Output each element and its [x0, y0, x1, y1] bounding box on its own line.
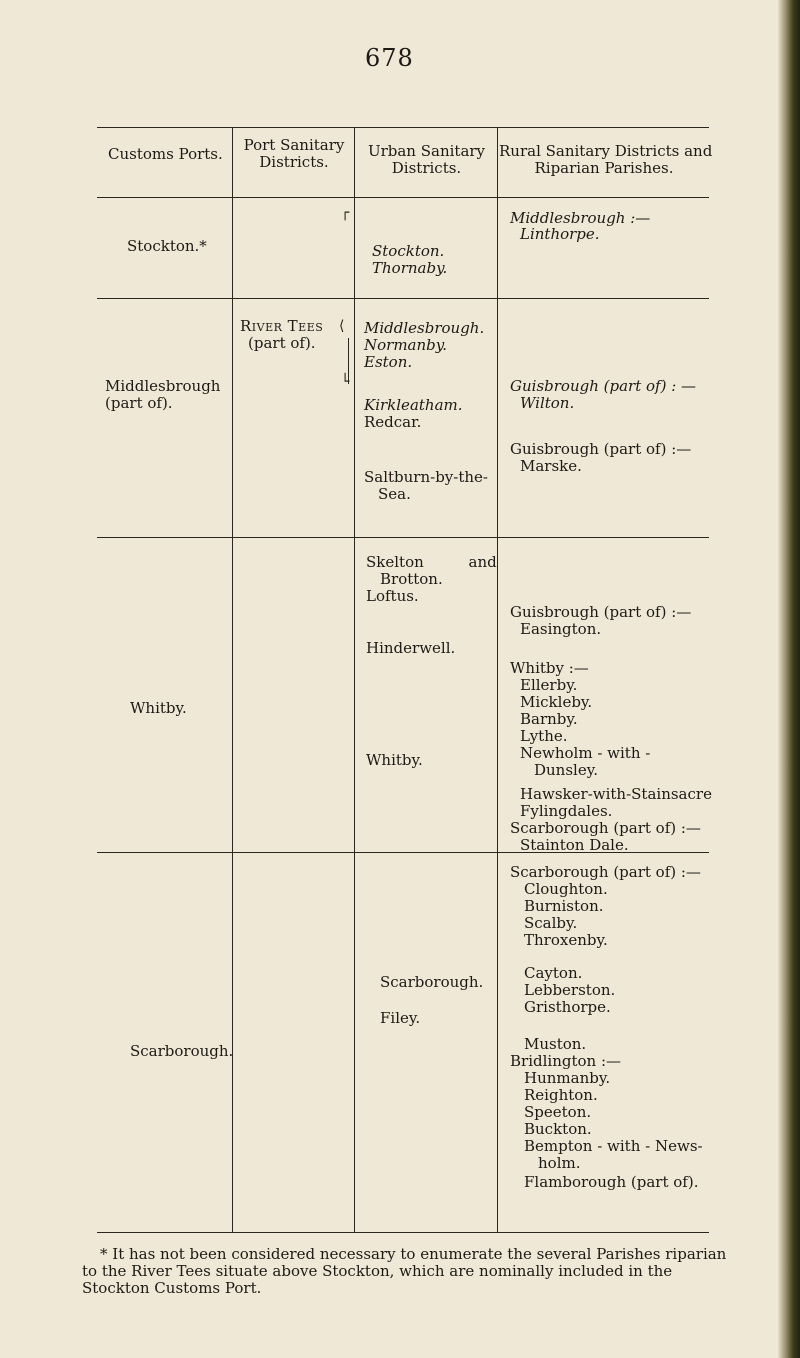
urban-hinderwell: Hinderwell. — [366, 639, 456, 657]
rural-linthorpe: Linthorpe. — [520, 225, 600, 243]
urban-saltburn-line1: Saltburn-by-the- — [364, 468, 488, 486]
rural-fylingdales: Fylingdales. — [520, 802, 613, 820]
urban-thornaby: Thornaby. — [372, 259, 448, 277]
footnote-line-3: Stockton Customs Port. — [82, 1279, 262, 1297]
port-middlesbrough-line1: Middlesbrough — [105, 377, 221, 395]
urban-normanby: Normanby. — [364, 336, 448, 354]
rural-hunmanby: Hunmanby. — [524, 1069, 611, 1087]
port-middlesbrough-line2: (part of). — [105, 394, 173, 412]
column-rule-3 — [497, 127, 498, 1232]
footnote-line-1: * It has not been considered necessary to enumerate the several Parishes riparian — [100, 1245, 727, 1263]
rural-lythe: Lythe. — [520, 727, 568, 745]
row-rule-stockton — [97, 298, 709, 299]
table-top-rule — [97, 127, 709, 128]
row-rule-middlesbrough — [97, 537, 709, 538]
header-port-sanitary-line1: Port Sanitary — [243, 136, 345, 154]
rural-newsholm: holm. — [538, 1154, 581, 1172]
urban-whitby: Whitby. — [366, 751, 423, 769]
header-customs-ports: Customs Ports. — [108, 145, 223, 163]
rural-reighton: Reighton. — [524, 1086, 598, 1104]
header-bottom-rule — [97, 197, 709, 198]
urban-kirkleatham: Kirkleatham. — [364, 396, 463, 414]
urban-loftus: Loftus. — [366, 587, 419, 605]
rural-scarborough-1: Scarborough (part of) :— — [510, 819, 701, 837]
urban-brotton: Brotton. — [380, 570, 443, 588]
rural-mickleby: Mickleby. — [520, 693, 593, 711]
port-stockton: Stockton.* — [127, 237, 207, 255]
footnote — [82, 1246, 742, 1297]
rural-barnby: Barnby. — [520, 710, 578, 728]
port-scarborough: Scarborough. — [130, 1042, 234, 1060]
header-urban-sanitary-line1: Urban Sanitary — [367, 142, 486, 160]
rural-lebberston: Lebberston. — [524, 981, 616, 999]
rural-ellerby: Ellerby. — [520, 676, 578, 694]
header-urban-sanitary-line2: Districts. — [391, 159, 462, 177]
rural-buckton: Buckton. — [524, 1120, 592, 1138]
rural-cayton: Cayton. — [524, 964, 583, 982]
rural-wilton: Wilton. — [520, 394, 575, 412]
table-bottom-rule — [97, 1232, 709, 1233]
rural-gristhorpe: Gristhorpe. — [524, 998, 611, 1016]
urban-filey: Filey. — [380, 1009, 421, 1027]
page-number: 678 — [365, 44, 414, 72]
rural-guisbrough-2: Guisbrough (part of) :— — [510, 440, 692, 458]
page-edge-binding — [778, 0, 800, 1358]
rural-whitby-heading: Whitby :— — [510, 659, 589, 677]
rural-guisbrough-3: Guisbrough (part of) :— — [510, 603, 692, 621]
header-rural-sanitary-line2: Riparian Parishes. — [534, 159, 674, 177]
rural-middlesbrough-heading: Middlesbrough :— — [510, 209, 651, 227]
rural-throxenby: Throxenby. — [524, 931, 608, 949]
brace-top-stockton: ┌ — [341, 205, 350, 221]
urban-scarborough: Scarborough. — [380, 973, 484, 991]
rural-easington: Easington. — [520, 620, 602, 638]
rural-flamborough: Flamborough (part of). — [524, 1173, 699, 1191]
rural-marske: Marske. — [520, 457, 582, 475]
rural-dunsley: Dunsley. — [534, 761, 598, 779]
brace-river-tees: ⟨ — [339, 318, 345, 334]
rural-newholm: Newholm - with - — [520, 744, 651, 762]
urban-eston: Eston. — [364, 353, 413, 371]
urban-skelton: Skelton and — [366, 553, 497, 571]
rural-scalby: Scalby. — [524, 914, 578, 932]
port-whitby: Whitby. — [130, 699, 187, 717]
urban-middlesbrough: Middlesbrough. — [364, 319, 485, 337]
urban-redcar: Redcar. — [364, 413, 422, 431]
port-sanitary-river-tees: River Tees — [240, 317, 324, 335]
rural-speeton: Speeton. — [524, 1103, 592, 1121]
footnote-line-2: to the River Tees situate above Stockton, which are nominally included in the — [82, 1262, 673, 1280]
urban-saltburn-line2: Sea. — [378, 485, 411, 503]
header-rural-sanitary-line1: Rural Sanitary Districts and — [499, 142, 713, 160]
rural-bempton: Bempton - with - News- — [524, 1137, 703, 1155]
brace-bottom-kirkleatham: └ — [341, 374, 350, 390]
rural-guisbrough-1: Guisbrough (part of) : — — [510, 377, 697, 395]
rural-burniston: Burniston. — [524, 897, 604, 915]
urban-stockton: Stockton. — [372, 242, 445, 260]
rural-scarborough-2: Scarborough (part of) :— — [510, 863, 701, 881]
rural-bridlington-heading: Bridlington :— — [510, 1052, 621, 1070]
rural-muston: Muston. — [524, 1035, 587, 1053]
rural-stainton-dale: Stainton Dale. — [520, 836, 629, 854]
column-rule-2 — [354, 127, 355, 1232]
column-rule-1 — [232, 127, 233, 1232]
rural-cloughton: Cloughton. — [524, 880, 608, 898]
header-port-sanitary-line2: Districts. — [259, 153, 329, 171]
rural-hawsker: Hawsker-with-Stainsacre — [520, 785, 712, 803]
port-sanitary-part-of: (part of). — [248, 334, 316, 352]
